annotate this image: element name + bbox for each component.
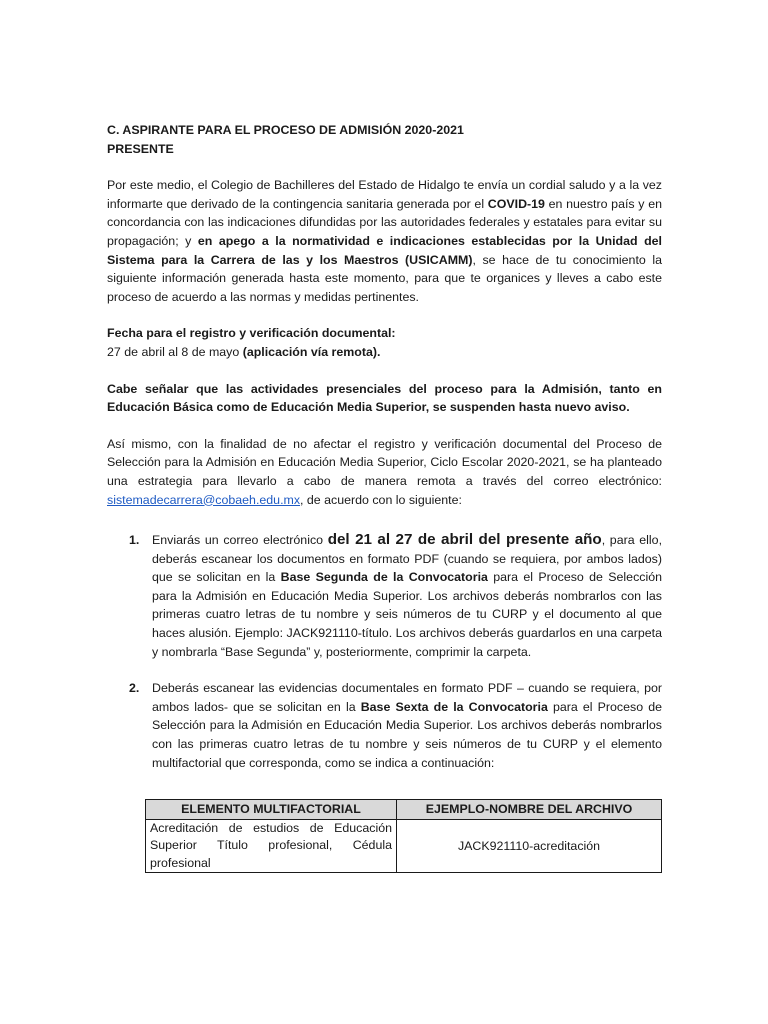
intro-text-1: Por este medio, el Colegio de Bachilleres del Estado de Hidalgo te envía un cordial saludo y a la vez informarte que derivado de la contingencia sanitaria generada por el — [107, 178, 662, 211]
addressee-line: C. ASPIRANTE PARA EL PROCESO DE ADMISIÓN 2020-2021 — [107, 123, 464, 137]
dates-line — [107, 343, 662, 362]
dates-note: (aplicación vía remota). — [242, 344, 381, 359]
step-number-1: 1. — [129, 533, 140, 548]
step-item-2 — [107, 679, 662, 772]
presente-line: PRESENTE — [107, 141, 174, 156]
email-link[interactable]: sistemadecarrera@cobaeh.edu.mx — [107, 492, 301, 507]
step-number-2: 2. — [129, 681, 140, 696]
step1-text-3: para el Proceso de Selección para la Admisión en Educación Media Superior. Los archivos deberás nombrarlos con las primeras cuatro letras de tu nombre y seis números de tu CURP y el documento al que haces alusión. Ejemplo: JACK921110-título. Los archivos deberás guardarlos en una carpeta y nombrarla “Base Segunda” y, posteriormente, comprimir la carpeta. — [152, 570, 662, 659]
step1-bold-base: Base Segunda de la Convocatoria — [280, 570, 488, 585]
intro-bold-covid: COVID-19 — [487, 196, 545, 211]
steps-list — [107, 531, 662, 772]
dates-heading: Fecha para el registro y verificación documental: — [107, 326, 396, 341]
strategy-text: Así mismo, con la finalidad de no afectar el registro y verificación documental del Proceso de Selección para la Admisión en Educación Media Superior, Ciclo Escolar 2020-2021, se ha planteado una estrategia para llevarlo a cabo de manera remota a través del correo electrónico: — [107, 436, 662, 488]
suspension-notice: Cabe señalar que las actividades presenciales del proceso para la Admisión, tanto en Educación Básica como de Educación Media Superior, se suspenden hasta nuevo aviso. — [107, 381, 662, 415]
step2-bold-base: Base Sexta de la Convocatoria — [360, 699, 548, 714]
header-example: EJEMPLO-NOMBRE DEL ARCHIVO — [397, 800, 662, 820]
step-item-1 — [107, 531, 662, 661]
dates-range: 27 de abril al 8 de mayo — [107, 344, 243, 359]
table-header-row — [146, 800, 662, 820]
cell-example: JACK921110-acreditación — [397, 819, 662, 873]
step2-text-2: para el Proceso de Selección para la Admisión en Educación Media Superior. Los archivos deberás nombrarlos con las primeras cuatro letras de tu nombre y seis números de tu CURP y el elemento multifactorial que corresponda, como se indica a continuación: — [152, 699, 662, 770]
step1-text-1: Enviarás un correo electrónico — [152, 533, 328, 548]
step1-bold-dates: del 21 al 27 de abril del presente año — [327, 531, 602, 549]
cell-element: Acreditación de estudios de Educación Superior Título profesional, Cédula profesional — [146, 819, 397, 873]
intro-text-3: , se hace de tu conocimiento la siguiente información generada hasta este momento, para que te organices y lleves a cabo este proceso de acuerdo a las normas y medidas pertinentes. — [107, 252, 662, 304]
letter-body — [107, 121, 662, 873]
header-element: ELEMENTO MULTIFACTORIAL — [146, 800, 397, 820]
intro-paragraph — [107, 176, 662, 306]
strategy-tail: , de acuerdo con lo siguiente: — [300, 492, 462, 507]
intro-bold-usicamm: en apego a la normatividad e indicaciones establecidas por la Unidad del Sistema para la Carrera de las y los Maestros (USICAMM) — [107, 233, 662, 267]
strategy-paragraph — [107, 435, 662, 509]
step1-text-2: , para ello, deberás escanear los documentos en formato PDF (cuando se requiera, por ambos lados) que se solicitan en la — [152, 533, 663, 585]
step2-text-1: Deberás escanear las evidencias documentales en formato PDF – cuando se requiera, por ambos lados- que se solicitan en la — [152, 681, 662, 714]
multifactorial-table — [145, 799, 662, 873]
intro-text-2: en nuestro país y en concordancia con las indicaciones difundidas por las autoridades federales y estatales para evitar su propagación; y — [107, 196, 662, 248]
table-row — [146, 819, 662, 873]
